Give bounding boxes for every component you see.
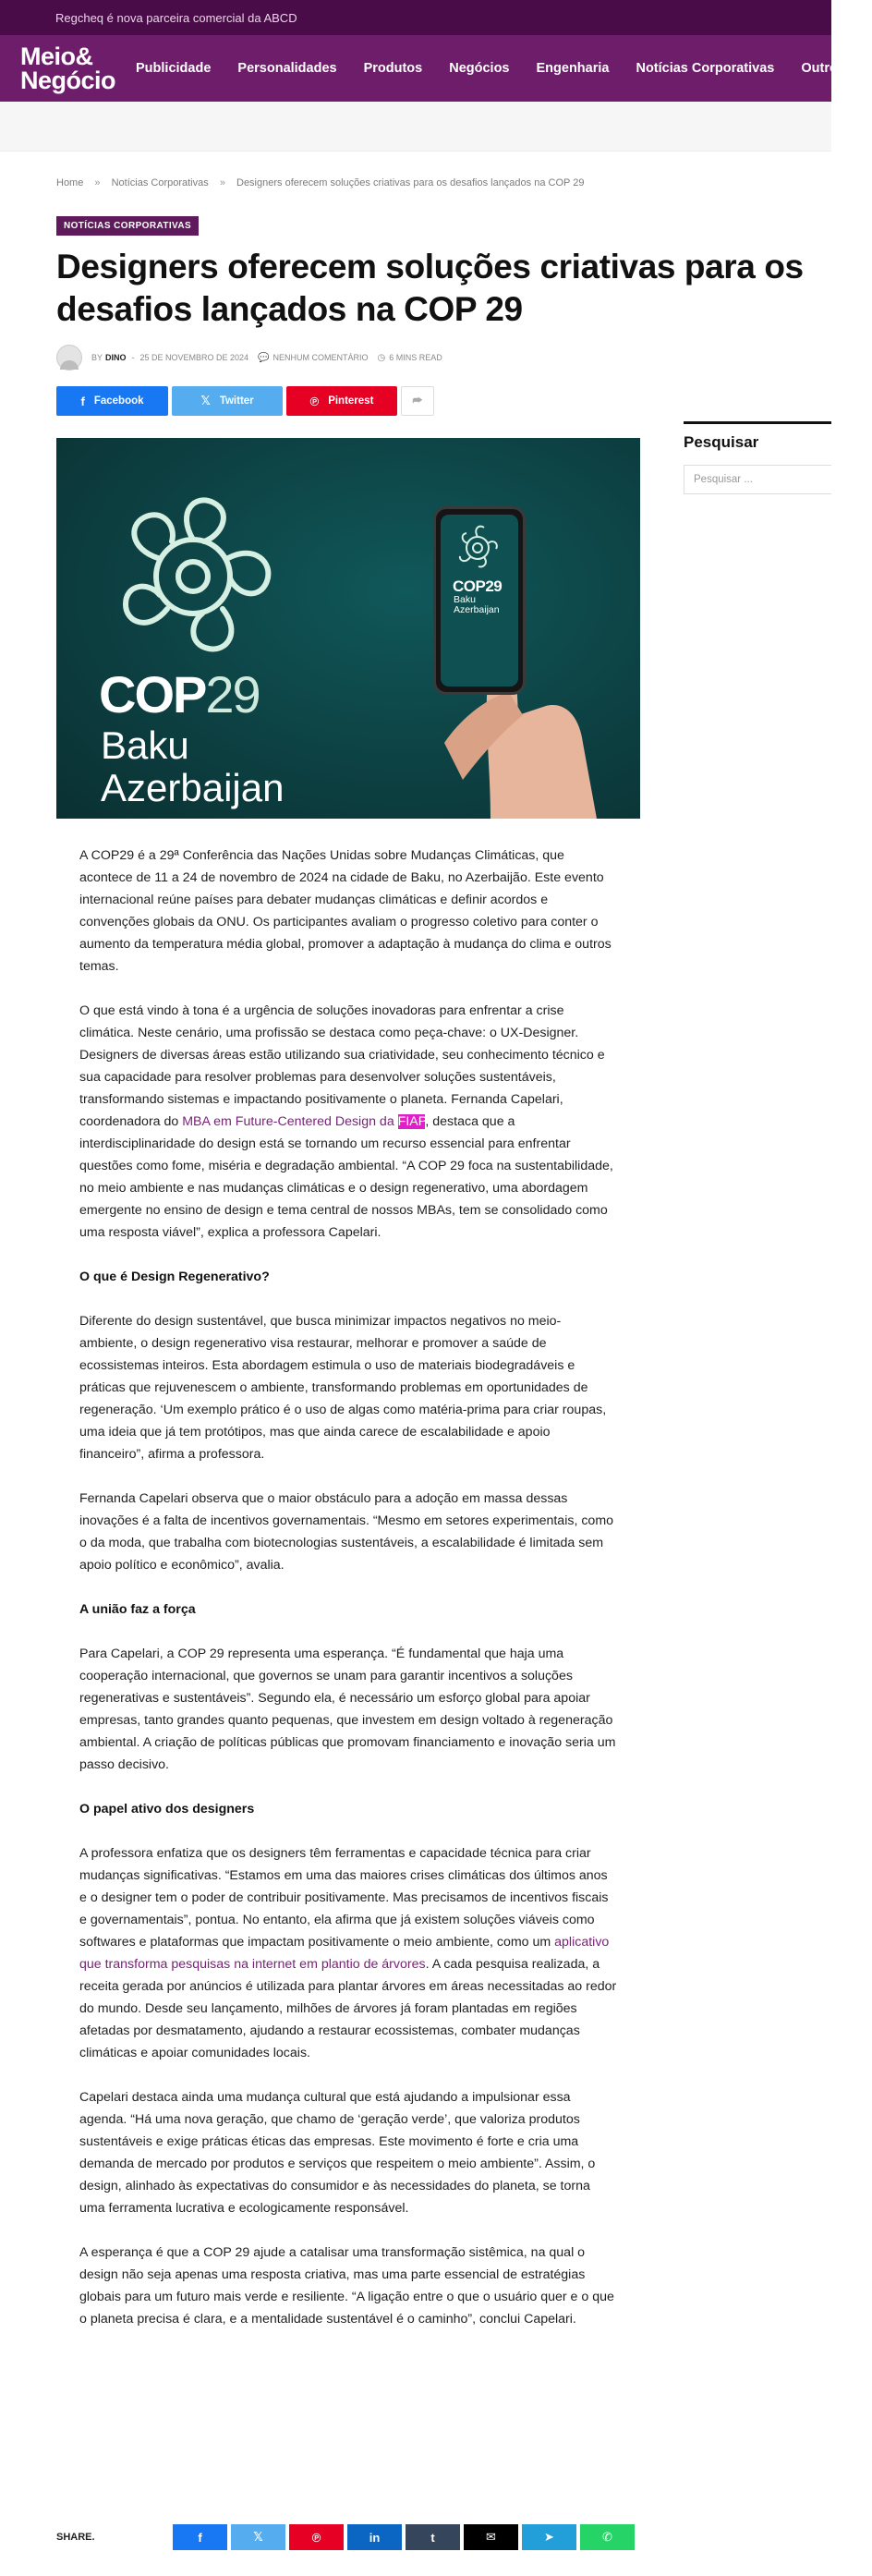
breadcrumb-section[interactable]: Notícias Corporativas	[111, 177, 209, 188]
article-meta	[56, 345, 442, 371]
mba-link[interactable]: MBA em Future-Centered Design da	[182, 1114, 394, 1129]
pinterest-icon: ℗	[309, 394, 320, 408]
envelope-icon: ✉	[486, 2530, 496, 2544]
top-announcement-bar	[0, 0, 831, 35]
meta-dash: -	[131, 353, 135, 362]
paragraph: Fernanda Capelari observa que o maior obstáculo para a adoção em massa dessas inovações é a falta de incentivos governamentais. “Mesmo em setores experimentais, como o da moda, que trabalha com biotecnologias sustentáveis, a escalabilidade é limitada sem apoio político e econômico”, avalia.	[79, 1491, 614, 1573]
breadcrumb	[56, 177, 584, 188]
share-facebook-label: Facebook	[93, 395, 144, 407]
comment-icon: 💬	[258, 352, 270, 363]
section-heading: O papel ativo dos designers	[79, 1802, 255, 1817]
hero-cop-text	[99, 665, 260, 723]
avatar[interactable]	[56, 345, 82, 371]
phone-cop-word: COP	[453, 577, 486, 595]
ad-placeholder-band	[0, 102, 831, 152]
share-pinterest-button[interactable]	[286, 386, 397, 416]
x-icon: 𝕏	[253, 2530, 263, 2544]
hero-image	[56, 438, 640, 819]
share-bottom-twitter[interactable]	[231, 2524, 285, 2550]
share-buttons-bottom	[56, 2523, 640, 2551]
meta-comments[interactable]: NENHUM COMENTÁRIO	[272, 353, 369, 362]
hero-cop-number: 29	[205, 665, 260, 723]
hero-cop-word: COP	[99, 665, 206, 723]
phone-emblem-icon	[441, 515, 524, 579]
site-logo[interactable]	[20, 44, 115, 92]
sidebar-rule	[684, 421, 831, 424]
paragraph-text: A professora enfatiza que os designers têm ferramentas e capacidade técnica para criar mudanças significativas. “Estamos em uma das maiores crises climáticas dos últimos anos e o designer tem o poder de contribuir positivamente. Mas precisamos de incentivos fiscais e governamentais”, pontua. No entanto, ela afirma que já existem soluções viáveis como softwares e plataformas que impactam positivamente o meio ambiente, como um	[79, 1846, 609, 1950]
category-badge[interactable]: NOTÍCIAS CORPORATIVAS	[56, 216, 199, 236]
share-pinterest-label: Pinterest	[328, 395, 374, 407]
paragraph: Para Capelari, a COP 29 representa uma esperança. “É fundamental que haja uma cooperação internacional, que governos se unam para garantir incentivos a soluções regenerativas e sustentáveis”. Segundo ela, é necessário um esforço global para apoiar empresas, tanto grandes quanto pequenas, que investem em design voltado à regeneração ambiental. A criação de políticas públicas que promovam financiamento e inovação seria um passo decisivo.	[79, 1646, 616, 1772]
meta-by: BY	[91, 353, 103, 362]
paragraph: A COP29 é a 29ª Conferência das Nações Unidas sobre Mudanças Climáticas, que acontece de 11 a 24 de novembro de 2024 na cidade de Baku, no Azerbaijão. Este evento internacional reúne países para debater mudanças climáticas e definir acordos e convenções globais da ONU. Os participantes avaliam o progresso coletivo para conter o aumento da temperatura média global, promover a adaptação à mudança do clima e outros temas.	[79, 848, 612, 974]
section-heading: A união faz a força	[79, 1602, 196, 1617]
share-bottom-pinterest[interactable]	[289, 2524, 344, 2550]
pinterest-icon: ℗	[311, 2530, 321, 2545]
announcement-text[interactable]: Regcheq é nova parceira comercial da ABCD	[55, 10, 297, 25]
share-bottom-whatsapp[interactable]	[580, 2524, 635, 2550]
clock-icon: ◷	[377, 352, 386, 363]
paragraph: Capelari destaca ainda uma mudança cultural que está ajudando a impulsionar essa agenda. “Há uma nova geração, que chamo de ‘geração verde’, que valoriza produtos sustentáveis e exige práticas éticas das empresas. Este movimento é forte e cria uma demanda de mercado por produtos e serviços que respeitem o meio ambiente”. Assim, o design, alinhado às expectativas do consumidor e às necessidades do planeta, se torna uma ferramenta lucrativa e ecologicamente responsável.	[79, 2090, 596, 2216]
hero-location	[101, 724, 284, 809]
x-icon: 𝕏	[200, 394, 211, 407]
search-input[interactable]: Pesquisar ...	[684, 465, 831, 494]
share-bottom-tumblr[interactable]	[406, 2524, 460, 2550]
breadcrumb-separator: »	[94, 177, 101, 188]
nav-item-noticias-corporativas[interactable]: Notícias Corporativas	[636, 61, 775, 76]
tumblr-icon: t	[430, 2530, 435, 2545]
article-title	[56, 246, 842, 331]
paragraph-text: . A cada pesquisa realizada, a receita gerada por anúncios é utilizada para plantar árvores em áreas necessitadas ao redor do mundo. Desde seu lançamento, milhões de árvores já foram plantadas em regiões afetadas por desmatamento, ajudando a restaurar ecossistemas, combater mudanças climáticas e apoiar comunidades locais.	[79, 1957, 617, 2060]
article-title-line-1: Designers oferecem soluções criativas para os	[56, 248, 804, 286]
nav-item-negocios[interactable]: Negócios	[449, 61, 510, 76]
breadcrumb-current: Designers oferecem soluções criativas para os desafios lançados na COP 29	[236, 177, 585, 188]
share-bottom-linkedin[interactable]	[347, 2524, 402, 2550]
telegram-icon: ➤	[544, 2530, 554, 2544]
phone-location-country: Azerbaijan	[454, 604, 500, 615]
share-buttons-top	[56, 386, 438, 416]
share-bottom-facebook[interactable]	[173, 2524, 227, 2550]
phone-cop-text	[453, 577, 502, 596]
linkedin-icon: in	[369, 2530, 381, 2545]
share-twitter-button[interactable]	[172, 386, 283, 416]
share-label: SHARE.	[56, 2532, 95, 2543]
phone-mockup	[433, 506, 526, 695]
meta-date: 25 DE NOVEMBRO DE 2024	[139, 353, 249, 362]
app-link[interactable]: aplicativo que transforma pesquisas na internet em plantio de árvores	[79, 1935, 610, 1972]
paragraph-text: , destaca que a interdisciplinaridade do design está se tornando um recurso essencial para enfrentar questões como fome, miséria e degradação ambiental. “A COP 29 foca na sustentabilidade, no meio ambiente e nas mudanças climáticas e o design regenerativo, uma abordagem emergente no ensino de design e tema central de nossos MBAs, tem se consolidado como uma resposta viável”, explica a professora Capelari.	[79, 1114, 613, 1240]
phone-location-city: Baku	[454, 594, 476, 605]
nav-item-engenharia[interactable]: Engenharia	[536, 61, 610, 76]
sidebar-search-heading: Pesquisar	[684, 433, 759, 451]
meta-author[interactable]: DINO	[105, 353, 127, 362]
share-facebook-button[interactable]	[56, 386, 168, 416]
logo-line-1: Meio&	[20, 43, 93, 70]
sidebar	[684, 421, 831, 494]
facebook-icon: f	[80, 394, 85, 408]
main-navbar	[0, 35, 845, 102]
meta-read-time: 6 MINS READ	[389, 353, 442, 362]
share-twitter-label: Twitter	[219, 395, 254, 407]
whatsapp-icon: ✆	[602, 2530, 612, 2544]
fiap-highlight[interactable]: FIAP	[397, 1114, 426, 1129]
paragraph: A esperança é que a COP 29 ajude a catalisar uma transformação sistêmica, na qual o design não seja apenas uma resposta criativa, mas uma parte essencial de estratégias globais para um futuro mais verde e resiliente. “A ligação entre o que o usuário quer e o que o planeta precisa é clara, e a mentalidade sustentável é o caminho”, conclui Capelari.	[79, 2245, 614, 2327]
share-bottom-telegram[interactable]	[522, 2524, 576, 2550]
primary-nav	[136, 61, 872, 76]
article-body	[79, 844, 617, 2352]
breadcrumb-separator: »	[219, 177, 225, 188]
nav-item-outros[interactable]: Outros	[801, 61, 845, 76]
share-bottom-email[interactable]	[464, 2524, 518, 2550]
paragraph-text: O que está vindo à tona é a urgência de soluções inovadoras para enfrentar a crise climática. Neste cenário, uma profissão se destaca como peça-chave: o UX-Designer. Designers de diversas áreas estão utilizando sua criatividade, seu conhecimento técnico e sua capacidade para resolver problemas para desenvolver soluções sustentáveis, transformando sistemas e impactando positivamente o planeta. Fernanda Capelari, coordenadora do	[79, 1003, 605, 1129]
nav-item-personalidades[interactable]: Personalidades	[237, 61, 337, 76]
share-more-button[interactable]	[401, 386, 434, 416]
paragraph	[79, 1842, 617, 2064]
share-icon: ⮫	[412, 395, 423, 407]
paragraph: Diferente do design sustentável, que busca minimizar impactos negativos no meio-ambiente, o design regenerativo visa restaurar, melhorar e promover a saúde de ecossistemas inteiros. Esta abordagem estimula o uso de materiais biodegradáveis e práticas que rejuvenescem o ambiente, transformando problemas em oportunidades de regeneração. ‘Um exemplo prático é o uso de algas como matéria-prima para criar roupas, uma ideia que já tem protótipos, mas que ainda carece de escalabilidade e apoio financeiro”, afirma a professora.	[79, 1314, 607, 1462]
facebook-icon: f	[198, 2530, 202, 2545]
hero-location-country: Azerbaijan	[101, 766, 285, 809]
section-heading: O que é Design Regenerativo?	[79, 1270, 270, 1284]
phone-location	[454, 595, 500, 615]
paragraph	[79, 1000, 617, 1244]
nav-item-publicidade[interactable]: Publicidade	[136, 61, 212, 76]
nav-item-produtos[interactable]: Produtos	[363, 61, 423, 76]
logo-line-2: Negócio	[20, 67, 116, 94]
article-title-line-2: desafios lançados na COP 29	[56, 290, 523, 328]
breadcrumb-home[interactable]: Home	[56, 177, 84, 188]
hero-location-city: Baku	[101, 723, 189, 767]
phone-screen	[441, 515, 518, 687]
phone-cop-number: 29	[485, 577, 503, 595]
